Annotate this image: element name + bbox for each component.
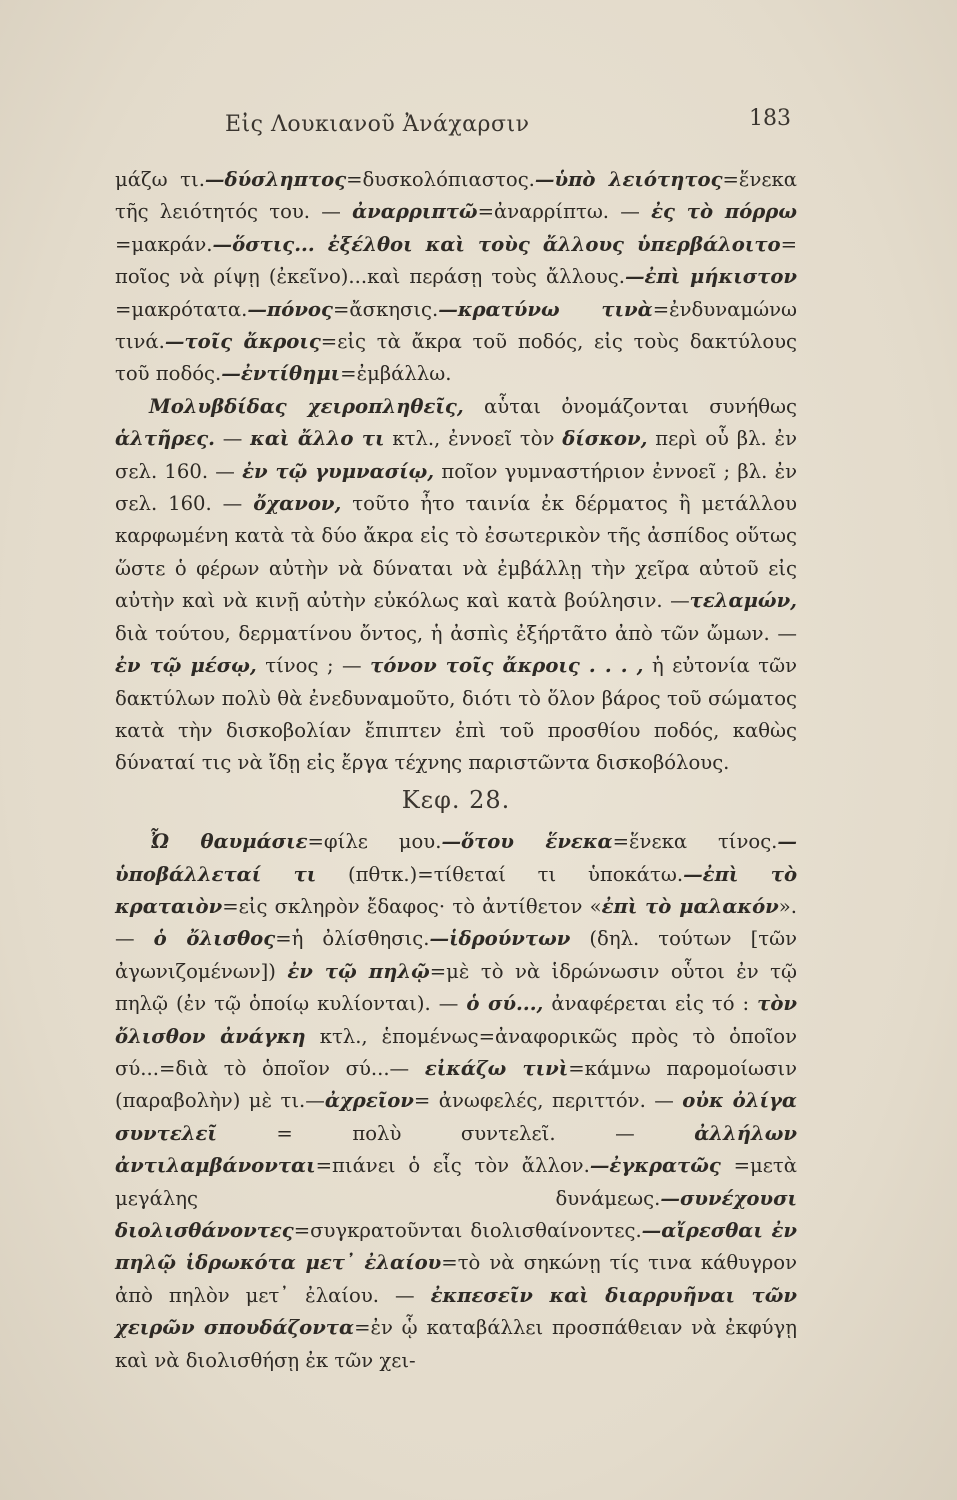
gloss-text: — [214, 427, 251, 451]
gloss-text: διὰ τούτου, δερματίνου ὄντος, ἡ ἀσπὶς ἐξήρτᾶτο ἀπὸ τῶν ὤμων. — [115, 621, 797, 645]
lemma: —πόνος [247, 297, 333, 321]
lemma: —συνέχουσι διολισθάνοντες [115, 1186, 797, 1242]
gloss-text: ἀναφέρεται εἰς τό : [543, 992, 758, 1016]
gloss-text: = ποῖος νὰ ρίψῃ (ἐκεῖνο)...καὶ περάσῃ τοὺς ἄλλους. [115, 232, 797, 289]
chapter-heading: Κεφ. 28. [401, 785, 511, 814]
lemma: τὸν ὄλισθον ἀνάγκη [115, 992, 798, 1048]
gloss-text: =ἕνεκα τίνος. [612, 830, 778, 854]
gloss-text: =ἐνδυναμώνω τινά. [115, 297, 797, 354]
lemma: —ἐπὶ μήκιστον [624, 265, 797, 289]
lemma: —ὅστις... ἐξέλθοι καὶ τοὺς ἄλλους ὑπερβάλοιτο [212, 232, 781, 256]
gloss-text: κτλ., ἐννοεῖ τὸν [384, 427, 563, 451]
lemma: —ἐντίθημι [221, 362, 341, 386]
gloss-text: κτλ., ἑπομένως=ἀναφορικῶς πρὸς τὸ ὁποῖον σύ...=διὰ τὸ ὁποῖον σύ...— [115, 1024, 797, 1080]
lemma: ἐν τῷ πηλῷ [287, 959, 430, 983]
lemma: —τοῖς ἄκροις [164, 330, 321, 354]
lemma: —ὑποβάλλεταί τι [115, 830, 797, 886]
lemma: ὄχανον, [253, 492, 342, 516]
lemma: ἁλτῆρες. [115, 427, 215, 451]
lemma: οὐκ ὀλίγα συντελεῖ [115, 1089, 797, 1145]
lemma: ἀχρεῖον [324, 1089, 414, 1113]
gloss-text: τοῦτο ἦτο ταινία ἐκ δέρματος ἢ μετάλλου καρφωμένη κατὰ τὰ δύο ἄκρα εἰς τὸ ἐσωτερικὸν τῆς ἀσπίδος οὕτως ὥστε ὁ φέρων αὐτὴν νὰ δύναται νὰ ἐμβάλλῃ τὴν χεῖρα αὐτοῦ εἰς αὐτὴν καὶ νὰ κινῇ αὐτὴν εὐκόλως καὶ κατὰ βούλησιν. — [115, 492, 798, 613]
lemma: —δύσληπτος [204, 168, 347, 191]
gloss-text: =κάμνω παρομοίωσιν (παραβολὴν) μὲ τι.— [115, 1056, 797, 1113]
lemma: Μολυβδίδας χειροπληθεῖς, [149, 394, 464, 418]
gloss-text: ἡ εὐτονία τῶν δακτύλων πολὺ θὰ ἐνεδυναμοῦτο, διότι τὸ ὅλον βάρος τοῦ σώματος κατὰ τὴν δισκοβολίαν ἔπιπτεν ἐπὶ τοῦ προσθίου ποδός, καθὼς δύναταί τις νὰ ἴδῃ εἰς ἔργα τέχνης παριστῶντα δισκοβόλους. [115, 654, 797, 775]
gloss-text: =ἕνεκα τῆς λειότητός του. — [115, 168, 797, 224]
lemma: δίσκον, [562, 427, 648, 451]
gloss-text: =μακρότατα. [115, 297, 248, 321]
lemma: ἐκπεσεῖν καὶ διαρρυῆναι τῶν χειρῶν σπουδάζοντα [115, 1283, 797, 1340]
gloss-text: =ἡ ὀλίσθησις. [275, 927, 430, 951]
running-title: Εἰς Λουκιανοῦ Ἀνάχαρσιν [225, 112, 530, 137]
lemma: ἐν τῷ μέσῳ, [115, 654, 257, 678]
gloss-text: =ἀναρρίπτω. — [477, 200, 652, 224]
gloss-text: τίνος ; — [256, 654, 371, 678]
lemma: εἰκάζω τινὶ [424, 1056, 569, 1080]
lemma: ὁ ὄλισθος [153, 927, 276, 951]
lemma: ἀλλήλων ἀντιλαμβάνονται [115, 1121, 797, 1178]
lemma: —ὅτου ἕνεκα [441, 830, 613, 854]
lemma: ὁ σύ..., [466, 992, 544, 1016]
lemma: καὶ ἄλλο τι [250, 427, 385, 451]
lemma: ἐπὶ τὸ μαλακόν [601, 894, 779, 918]
lemma: τελαμών, [689, 589, 797, 613]
gloss-text: μάζω τι. [115, 168, 205, 191]
gloss-text: αὗται ὀνομάζονται συνήθως [463, 394, 797, 418]
gloss-text: =φίλε μου. [307, 830, 442, 854]
gloss-text: =μετὰ μεγάλης δυνάμεως. [115, 1154, 797, 1210]
gloss-text: =δυσκολόπιαστος. [346, 168, 535, 191]
gloss-text: =ἄσκησις. [332, 297, 439, 321]
commentary-paragraph-3 [115, 826, 797, 1377]
gloss-text: =συγκρατοῦνται διολισθαίνοντες. [293, 1219, 642, 1242]
lemma: ἐς τὸ πόρρω [651, 200, 797, 224]
lemma: τόνον τοῖς ἄκροις . . . , [370, 654, 644, 678]
gloss-text: =μὲ τὸ νὰ ἱδρώνωσιν οὗτοι ἐν τῷ πηλῷ (ἐν τῷ ὁποίῳ κυλίονται). — [115, 959, 797, 1016]
lemma: —ἐγκρατῶς [589, 1154, 721, 1178]
lemma: Ὦ θαυμάσιε [149, 830, 308, 854]
lemma: ἀναρριπτῶ [352, 200, 478, 224]
gloss-text: =ἐν ᾧ καταβάλλει προσπάθειαν νὰ ἐκφύγῃ καὶ νὰ διολισθήσῃ ἐκ τῶν χει- [115, 1316, 797, 1372]
gloss-text: =μακράν. [115, 232, 213, 256]
lemma: —κρατύνω τινὰ [438, 297, 653, 321]
page-number: 183 [749, 106, 791, 131]
lemma: —αἴρεσθαι ἐν πηλῷ ἱδρωκότα μετ᾽ ἐλαίου [115, 1219, 797, 1275]
commentary-paragraph-1 [115, 164, 797, 391]
gloss-text: =εἰς τὰ ἄκρα τοῦ ποδός, εἰς τοὺς δακτύλους τοῦ ποδός. [115, 330, 797, 386]
gloss-text: ποῖον γυμναστήριον ἐννοεῖ ; βλ. ἐν σελ. 160. — [115, 459, 797, 516]
gloss-text: (δηλ. τούτων [τῶν ἀγωνιζομένων]) [115, 927, 797, 983]
lemma: —ἱδρούντων [429, 927, 571, 951]
gloss-text: = ἀνωφελές, περιττόν. — [413, 1089, 683, 1113]
lemma: —ἐπὶ τὸ κραταιὸν [115, 862, 798, 918]
gloss-text: περὶ οὗ βλ. ἐν σελ. 160. — [115, 427, 797, 483]
gloss-text: =τὸ νὰ σηκώνῃ τίς τινα κάθυγρον ἀπὸ πηλὸν μετ᾽ ἐλαίου. — [115, 1251, 798, 1307]
lemma: ἐν τῷ γυμνασίῳ, [242, 459, 435, 483]
gloss-text: = πολὺ συντελεῖ. — [216, 1121, 695, 1145]
commentary-paragraph-2 [115, 391, 797, 780]
gloss-text: =ἐμβάλλω. [340, 362, 452, 386]
gloss-text: (πθτκ.)=τίθεταί τι ὑποκάτω. [316, 862, 684, 886]
gloss-text: ». — [115, 894, 797, 951]
commentary-text [115, 164, 797, 1377]
lemma: —ὑπὸ λειότητος [534, 168, 723, 191]
gloss-text: =εἰς σκληρὸν ἔδαφος· τὸ ἀντίθετον « [222, 894, 602, 918]
gloss-text: =πιάνει ὁ εἷς τὸν ἄλλον. [315, 1154, 590, 1178]
